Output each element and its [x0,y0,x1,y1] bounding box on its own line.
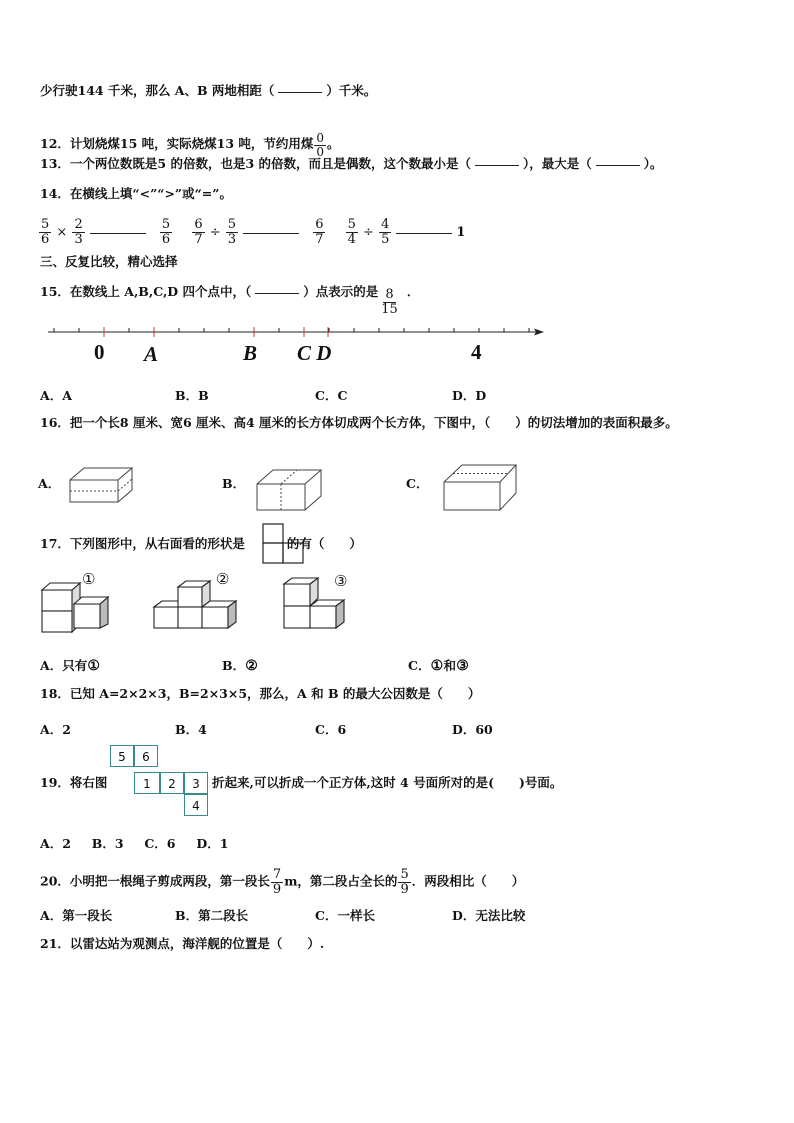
q16-option-b[interactable]: B． [222,476,246,491]
q13-text-a: 一个两位数既是5 的倍数，也是3 的倍数，而且是偶数，这个数最小是（ [69,156,472,171]
q16-text: 把一个长8 厘米、宽6 厘米、高4 厘米的长方体切成两个长方体，下图中，（ ）的切法增加的表面积最多。 [69,415,678,430]
frac-num: 5 [347,217,356,232]
q17-text-a: 下列图形中，从右面看的形状是 [69,536,245,551]
q18-option-c[interactable]: C．6 [315,722,347,737]
fraction [379,218,391,246]
q14-blank-3[interactable] [396,232,452,234]
option-text: C． [408,658,431,673]
q18-option-a[interactable]: A．2 [40,722,71,737]
figure-number: ③ [334,572,348,590]
q19-text-b: 折起来,可以折成一个正方体,这时 4 号面所对的是( )号面。 [212,775,563,790]
q18-line [40,688,480,701]
net-cell-1: 1 [134,772,160,794]
q17-text-b: 的有（ ） [286,536,362,551]
q21-text: 以雷达站为观测点，海洋舰的位置是（ ）. [69,936,325,951]
q18-label: 18． [40,686,70,701]
q15-option-a[interactable]: A．A [40,388,72,403]
q17-figure-2-number [216,570,229,588]
q15-line [40,286,419,316]
q21-label: 21． [40,936,70,951]
frac-num: 5 [227,217,237,232]
option-text: B． [222,658,246,673]
q12-end: 。 [327,136,340,151]
q17-option-a[interactable] [40,656,100,674]
q13-blank-min[interactable] [475,164,519,166]
q20-option-b[interactable]: B．第二段长 [175,908,249,923]
q15-option-d[interactable]: D．D [452,388,487,403]
q11-line [40,85,376,98]
q15-end: ． [406,284,420,299]
net-cell-4: 4 [184,794,208,816]
frac-num: 4 [381,217,390,232]
q19-options[interactable]: A．2 B．3 C．6 D．1 [40,836,229,851]
q11-blank[interactable] [278,91,322,93]
q20-text-c: ．两段相比（ ） [411,873,525,889]
q11-text-b: ）千米。 [326,83,377,98]
frac-den: 9 [272,881,282,897]
q19-line-a [40,777,107,790]
net-cell-5: 5 [110,745,134,767]
frac-den: 5 [381,231,390,247]
frac-num: 6 [315,217,324,232]
q12-line [40,132,340,158]
q20-option-d[interactable]: D．无法比较 [452,908,526,923]
frac-den: 4 [347,231,356,247]
option-text: A．只有 [40,658,88,673]
number-line-label-cd: C D [297,341,332,365]
circled-number: ① [87,658,100,674]
frac-den: 6 [41,231,50,247]
operator: ÷ [209,224,221,240]
operator: ÷ [363,224,374,240]
q12-fraction [314,132,326,158]
fraction [313,218,325,246]
q20-option-a[interactable]: A．第一段长 [40,908,113,923]
operator: × [56,224,68,240]
q19-label: 19． [40,775,70,790]
frac-num: 2 [74,217,83,232]
q16-figure-a [68,464,134,506]
figure-number: ① [82,570,96,588]
q20-text-a: 小明把一根绳子剪成两段，第一段长 [69,873,270,889]
frac-num: 8 [385,287,394,302]
q14-blank-1[interactable] [90,232,146,234]
q14-item-1 [38,217,177,247]
fraction [39,218,51,246]
q16-figure-b [255,466,323,512]
q15-label: 15． [40,284,70,299]
frac-den: 15 [381,301,398,317]
q15-option-b[interactable]: B．B [175,388,209,403]
q16-line [40,417,678,430]
q14-item-2 [191,217,330,247]
circled-number: ③ [456,658,469,674]
q14-label: 14． [40,186,70,201]
frac-num: 5 [400,867,409,882]
q11-text-a: 少行驶144 千米，那么 A、B 两地相距（ [40,83,275,98]
circled-number: ① [430,658,444,674]
fraction [72,218,84,246]
q15-option-c[interactable]: C．C [315,388,348,403]
q20-label: 20． [40,873,70,889]
q13-text-b: ），最大是（ [523,156,592,171]
q13-line [40,158,663,171]
q16-figure-c [442,462,518,512]
fraction [160,218,172,246]
q16-label: 16． [40,415,70,430]
q18-option-d[interactable]: D．60 [452,722,493,737]
q20-option-c[interactable]: C．一样长 [315,908,375,923]
q17-line [40,538,362,551]
q20-text-b: m，第二段占全长的 [284,873,398,889]
q19-line-b [212,777,562,790]
frac-den: 7 [194,231,203,247]
fraction [192,218,204,246]
q19-text-a: 将右图 [69,775,108,790]
q12-frac-den: 0 [316,144,325,159]
q15-text-a: 在数线上 A,B,C,D 四个点中，（ [69,284,252,299]
number-line-label-a: A [144,342,159,366]
frac-den: 6 [161,231,171,247]
q18-text: 已知 A=2×2×3，B=2×3×5，那么，A 和 B 的最大公因数是（ ） [69,686,481,701]
q14-text: 在横线上填“<”“>”或“=”。 [69,186,232,201]
number-line-label-4: 4 [471,340,482,364]
q17-right-view-shape [262,523,306,565]
circled-number: ② [245,658,258,674]
q20-line [40,868,524,896]
frac-den: 7 [315,231,324,247]
q14-line [40,188,232,201]
q15-blank[interactable] [255,292,299,294]
fraction [226,218,238,246]
q17-option-c[interactable] [408,656,469,674]
number-line-label-0: 0 [94,340,105,364]
q17-figure-1 [40,572,118,636]
q17-label: 17． [40,536,70,551]
q13-text-c: ）。 [643,156,663,171]
q14-item-3 [345,217,466,247]
q17-figure-1-number [82,570,95,588]
frac-den: 9 [400,881,409,897]
net-cell-2: 2 [160,772,184,794]
q14-expressions [38,218,465,246]
frac-den: 3 [227,231,237,247]
q17-figure-3-number [334,572,347,590]
q13-blank-max[interactable] [596,164,640,166]
section-3-heading: 三、反复比较，精心选择 [40,254,178,269]
q21-line [40,938,324,951]
q12-text: 计划烧煤15 吨，实际烧煤13 吨，节约用煤 [69,136,314,151]
q17-option-b[interactable] [222,656,258,674]
net-cell-3: 3 [184,772,208,794]
figure-number: ② [216,570,230,588]
q14-result-one: 1 [456,224,466,240]
q14-blank-2[interactable] [243,232,299,234]
option-text: 和 [443,658,456,673]
frac-den: 3 [74,231,83,247]
frac-num: 7 [272,867,282,882]
q16-option-a[interactable]: A． [38,476,61,491]
q12-frac-num: 0 [316,131,325,145]
frac-num: 5 [41,217,50,232]
q15-text-b: ）点表示的是 [303,284,379,299]
q20-fraction-2 [398,868,410,896]
q16-option-c[interactable]: C． [406,476,429,491]
q18-option-b[interactable]: B．4 [175,722,207,737]
net-cell-6: 6 [134,745,158,767]
q12-label: 12． [40,136,70,151]
number-line-label-b: B [243,341,258,365]
q13-label: 13． [40,156,70,171]
fraction [346,218,358,246]
q20-fraction-1 [271,868,283,896]
q15-fraction [379,288,400,316]
frac-num: 6 [194,217,203,232]
frac-num: 5 [161,217,171,232]
